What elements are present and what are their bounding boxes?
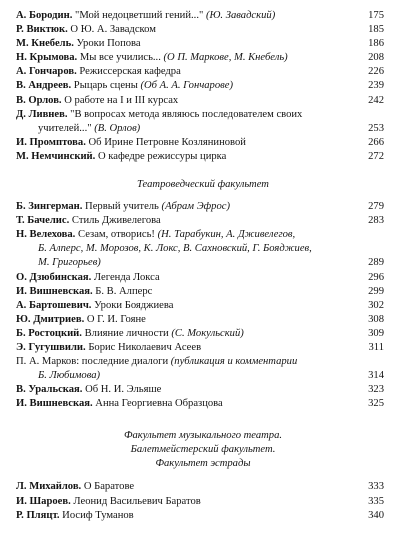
toc-entry	[16, 355, 390, 383]
toc-entry	[16, 200, 390, 214]
entry-author: В. Орлов.	[16, 94, 62, 106]
page-number: 333	[368, 481, 384, 493]
toc-entry	[16, 79, 390, 93]
entry-author: М. Немчинский.	[16, 150, 96, 162]
entry-title: О кафедре режиссуры цирка	[95, 150, 227, 162]
toc-entry	[16, 313, 390, 327]
entry-author: Р. Пляцт.	[16, 509, 60, 521]
page-number: 302	[368, 299, 384, 311]
entry-author: В. Уральская.	[16, 384, 83, 396]
entry-title: Об Н. И. Эльяше	[82, 384, 162, 396]
entry-title: "В вопросах метода являюсь последователем своих	[67, 108, 303, 120]
page-number: 185	[368, 24, 384, 36]
entry-note: (Абрам Эфрос)	[161, 201, 230, 213]
page-number: 279	[368, 201, 384, 213]
toc-entry	[16, 285, 390, 299]
toc-entry	[16, 509, 390, 523]
page-number: 208	[368, 52, 384, 64]
toc-entry	[16, 108, 390, 136]
toc-entry	[16, 9, 390, 23]
entry-author: И. Промптова.	[16, 136, 86, 148]
entry-author: В. Андреев.	[16, 80, 72, 92]
page-number: 296	[368, 271, 384, 283]
entry-title: Леонид Васильевич Баратов	[70, 495, 201, 507]
entry-author: Э. Гугушвили.	[16, 341, 86, 353]
entry-title: Влияние личности	[81, 327, 172, 339]
entry-note: (О П. Маркове, М. Кнебель)	[163, 52, 288, 64]
section-heading-line: Балетмейстерский факультет.	[130, 444, 276, 456]
toc-group-music-theatre	[16, 480, 390, 522]
entry-author: М. Кнебель.	[16, 38, 74, 50]
toc-entry	[16, 299, 390, 313]
entry-title: Первый учитель	[82, 201, 162, 213]
entry-title: Б. В. Алперс	[92, 285, 153, 297]
page-number: 239	[368, 80, 384, 92]
section-heading-theatre-studies: Театроведческий факультет	[137, 179, 269, 191]
entry-note: (Н. Тарабукин, А. Дживелегов,	[157, 229, 296, 241]
toc-entry	[16, 65, 390, 79]
toc-entry	[16, 150, 390, 164]
entry-author: Л. Михайлов.	[16, 481, 82, 493]
page-number: 175	[368, 10, 384, 21]
entry-title: Анна Георгиевна Образцова	[92, 398, 223, 410]
page-number: 226	[368, 66, 384, 78]
entry-title: Легенда Локса	[91, 271, 160, 283]
toc-entry	[16, 383, 390, 397]
entry-title: Иосиф Туманов	[59, 509, 134, 521]
entry-title: Рыцарь сцены	[71, 80, 141, 92]
entry-author: Б. Ростоцкий.	[16, 327, 82, 339]
entry-title: Уроки Попова	[73, 38, 141, 50]
entry-title: Уроки Бояджиева	[91, 299, 174, 311]
entry-title: Борис Николаевич Асеев	[85, 341, 202, 353]
entry-note: (С. Мокульский)	[171, 327, 244, 339]
toc-entry	[16, 495, 390, 509]
toc-entry	[16, 327, 390, 341]
entry-author: Д. Ливнев.	[16, 108, 68, 120]
entry-author: И. Вишневская.	[16, 398, 93, 410]
toc-entry	[16, 228, 390, 270]
page-number: 242	[368, 94, 384, 106]
entry-author: Т. Бачелис.	[16, 215, 70, 227]
toc-entry	[16, 271, 390, 285]
entry-title: О Г. И. Гояне	[84, 313, 146, 325]
entry-title: Об Ирине Петровне Козляниновой	[85, 136, 246, 148]
entry-title: Режиссерская кафедра	[76, 66, 181, 78]
page-number: 253	[368, 122, 384, 134]
entry-author: А. Бартошевич.	[16, 299, 92, 311]
page-number: 323	[368, 384, 384, 396]
entry-author: Н. Крымова.	[16, 52, 78, 64]
section-heading-line: Факультет музыкального театра.	[123, 430, 283, 442]
entry-author: И. Шароев.	[16, 495, 71, 507]
entry-note: (публикация и комментарии	[170, 356, 298, 368]
entry-title: О работе на I и III курсах	[61, 94, 179, 106]
toc-entry	[16, 341, 390, 355]
page-number: 289	[368, 257, 384, 269]
entry-note: (Ю. Завадский)	[205, 10, 276, 21]
page-number: 314	[368, 370, 384, 382]
toc-group-theatre-studies	[16, 200, 390, 411]
toc-entry	[16, 214, 390, 228]
entry-note: (Об А. А. Гончарове)	[140, 80, 233, 92]
entry-note: (В. Орлов)	[94, 122, 141, 134]
toc-entry	[16, 23, 390, 37]
toc-entry	[16, 51, 390, 65]
entry-author: И. Вишневская.	[16, 285, 93, 297]
entry-title-cont: учителей..."	[38, 122, 95, 134]
toc-group-directing	[16, 9, 390, 164]
entry-note-cont: Б. Любимова)	[38, 370, 101, 382]
page-number: 335	[368, 495, 384, 507]
page-number: 325	[368, 398, 384, 410]
entry-author: А. Бородин.	[16, 10, 73, 21]
entry-title: О Ю. А. Завадском	[67, 24, 156, 36]
toc-entry	[16, 397, 390, 411]
entry-title: П. А. Марков: последние диалоги	[16, 356, 171, 368]
entry-title: "Мой недоцветший гений..."	[72, 10, 206, 21]
page-number: 186	[368, 38, 384, 50]
page-number: 299	[368, 285, 384, 297]
entry-note-cont: М. Григорьев)	[38, 257, 101, 269]
entry-title: Стиль Дживелегова	[69, 215, 161, 227]
toc-entry	[16, 37, 390, 51]
page-number: 311	[368, 341, 384, 353]
entry-note-cont: Б. Алперс, М. Морозов, К. Локс, В. Сахновский, Г. Бояджиев,	[38, 243, 312, 255]
page-number: 266	[368, 136, 384, 148]
entry-title: Мы все учились...	[77, 52, 164, 64]
section-heading-music-ballet-variety	[16, 429, 390, 471]
entry-author: Н. Велехова.	[16, 229, 76, 241]
page-number: 309	[368, 327, 384, 339]
page-number: 283	[368, 215, 384, 227]
entry-author: А. Гончаров.	[16, 66, 77, 78]
entry-author: Ю. Дмитриев.	[16, 313, 85, 325]
entry-author: Р. Виктюк.	[16, 24, 68, 36]
entry-title: О Баратове	[81, 481, 135, 493]
entry-title: Сезам, отворись!	[75, 229, 158, 241]
toc-entry	[16, 94, 390, 108]
entry-author: О. Дзюбинская.	[16, 271, 92, 283]
toc-entry	[16, 136, 390, 150]
toc-entry	[16, 480, 390, 494]
page-number: 340	[368, 509, 384, 521]
section-heading-line: Факультет эстрады	[155, 458, 251, 470]
page-number: 272	[368, 150, 384, 162]
page-number: 308	[368, 313, 384, 325]
entry-author: Б. Зингерман.	[16, 201, 83, 213]
